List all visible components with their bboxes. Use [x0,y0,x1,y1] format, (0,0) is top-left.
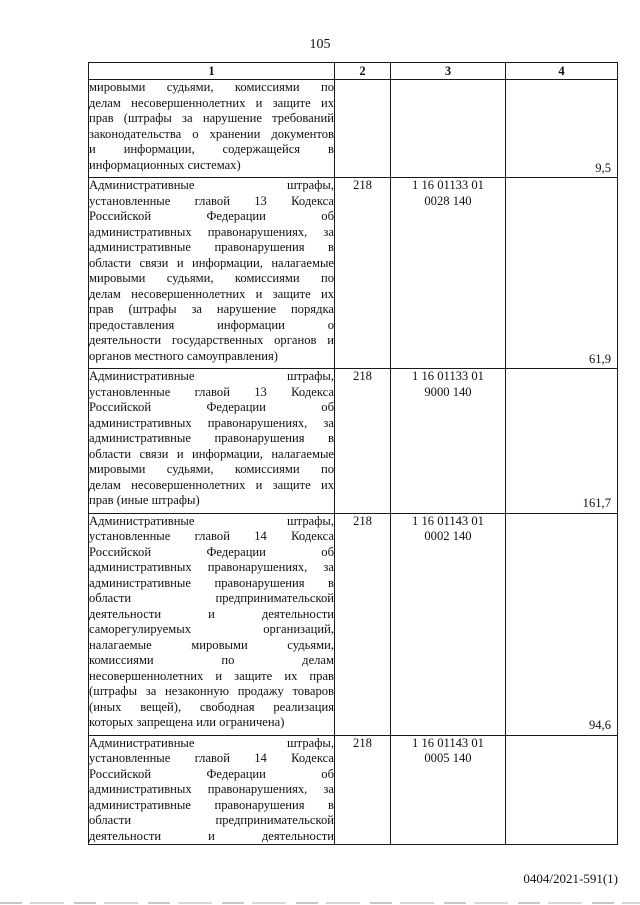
description-line: Административные штрафы, [89,369,334,383]
description-line: прав (штрафы за нарушение требований [89,111,334,125]
column-header-2: 2 [335,63,391,80]
kbk-code-part-2: 0028 140 [424,193,472,208]
description-line: административных правонарушениях, за [89,560,334,574]
column-header-1: 1 [89,63,335,80]
revenue-description-cell [89,369,335,514]
description-line: саморегулируемых организаций, [89,622,334,636]
description-line: предоставления информации о [89,317,334,332]
description-line: административных правонарушениях, за [89,224,334,239]
administrator-code-cell: 218 [335,735,391,845]
table-row [89,369,618,514]
kbk-code-part-2: 0002 140 [424,529,472,543]
budget-revenue-table [88,62,618,845]
description-line: мировыми судьями, комиссиями по [89,462,334,476]
description-line: области связи и информации, налагаемые [89,255,334,270]
budget-classification-code-cell [391,80,506,178]
revenue-description-cell [89,178,335,369]
administrator-code-cell: 218 [335,369,391,514]
description-line: административные правонарушения в [89,575,334,590]
amount-cell [506,735,618,845]
administrator-code-cell: 218 [335,178,391,369]
description-line: прав (штрафы за нарушение порядка [89,302,334,316]
page-number: 105 [309,37,331,52]
description-line: установленные главой 14 Кодекса [89,529,334,543]
description-line: установленные главой 14 Кодекса [89,751,334,765]
description-line: установленные главой 13 Кодекса [89,384,334,399]
budget-classification-code-cell [391,369,506,514]
description-line: административные правонарушения в [89,240,334,254]
description-line: мировыми судьями, комиссиями по [89,80,334,94]
description-line: несовершеннолетних и защите их прав [89,668,334,683]
budget-classification-code-cell [391,178,506,369]
amount-cell: 94,6 [506,513,618,735]
administrator-code-cell: 218 [335,513,391,735]
scan-edge-artifact [0,902,640,904]
description-line: области предпринимательской [89,591,334,605]
description-line: административных правонарушениях, за [89,415,334,430]
description-line: области предпринимательской [89,813,334,827]
description-line: мировыми судьями, комиссиями по [89,271,334,285]
budget-classification-code-cell [391,735,506,845]
description-line: делам несовершеннолетних и защите их [89,477,334,492]
kbk-code-part-1: 1 16 01133 01 [412,369,484,383]
description-line: и информации, содержащейся в [89,142,334,156]
table-row [89,80,618,178]
description-line: Российской Федерации об [89,400,334,414]
table-row [89,178,618,369]
description-line: административные правонарушения в [89,431,334,445]
budget-classification-code-cell [391,513,506,735]
amount-cell: 9,5 [506,80,618,178]
description-line: прав (иные штрафы) [89,493,200,507]
table-row [89,735,618,845]
column-header-4: 4 [506,63,618,80]
kbk-code-part-1: 1 16 01143 01 [412,513,484,528]
description-line: Российской Федерации об [89,544,334,559]
column-header-3: 3 [391,63,506,80]
table-header-row [89,63,618,80]
description-line: Российской Федерации об [89,209,334,223]
description-line: деятельности государственных органов и [89,333,334,347]
amount-cell: 161,7 [506,369,618,514]
revenue-description-cell [89,735,335,845]
description-line: деятельности и деятельности [89,606,334,621]
kbk-code-part-2: 9000 140 [424,384,472,399]
revenue-description-cell [89,513,335,735]
table-row [89,513,618,735]
description-line: области связи и информации, налагаемые [89,446,334,461]
description-line: Административные штрафы, [89,735,334,750]
kbk-code-part-1: 1 16 01133 01 [412,178,484,192]
description-line: комиссиями по делам [89,653,334,667]
description-line: Российской Федерации об [89,766,334,781]
description-line: информационных системах) [89,157,241,172]
description-line: деятельности и деятельности [89,828,334,843]
description-line: (иных вещей), свободная реализация [89,699,334,714]
table-body [89,80,618,845]
description-line: Административные штрафы, [89,178,334,192]
kbk-code-part-1: 1 16 01143 01 [412,735,484,750]
description-line: установленные главой 13 Кодекса [89,193,334,208]
description-line: административные правонарушения в [89,797,334,812]
description-line: органов местного самоуправления) [89,348,278,363]
kbk-code-part-2: 0005 140 [424,751,472,765]
revenue-description-cell [89,80,335,178]
description-line: (штрафы за незаконную продажу товаров [89,684,334,698]
description-line: делам несовершеннолетних и защите их [89,286,334,301]
description-line: которых запрещена или ограничена) [89,715,285,729]
description-line: административных правонарушениях, за [89,782,334,796]
administrator-code-cell [335,80,391,178]
document-code: 0404/2021-591(1) [523,871,618,886]
amount-cell: 61,9 [506,178,618,369]
description-line: налагаемые мировыми судьями, [89,637,334,652]
description-line: законодательства о хранении документов [89,126,334,141]
description-line: Административные штрафы, [89,513,334,528]
description-line: делам несовершеннолетних и защите их [89,95,334,110]
